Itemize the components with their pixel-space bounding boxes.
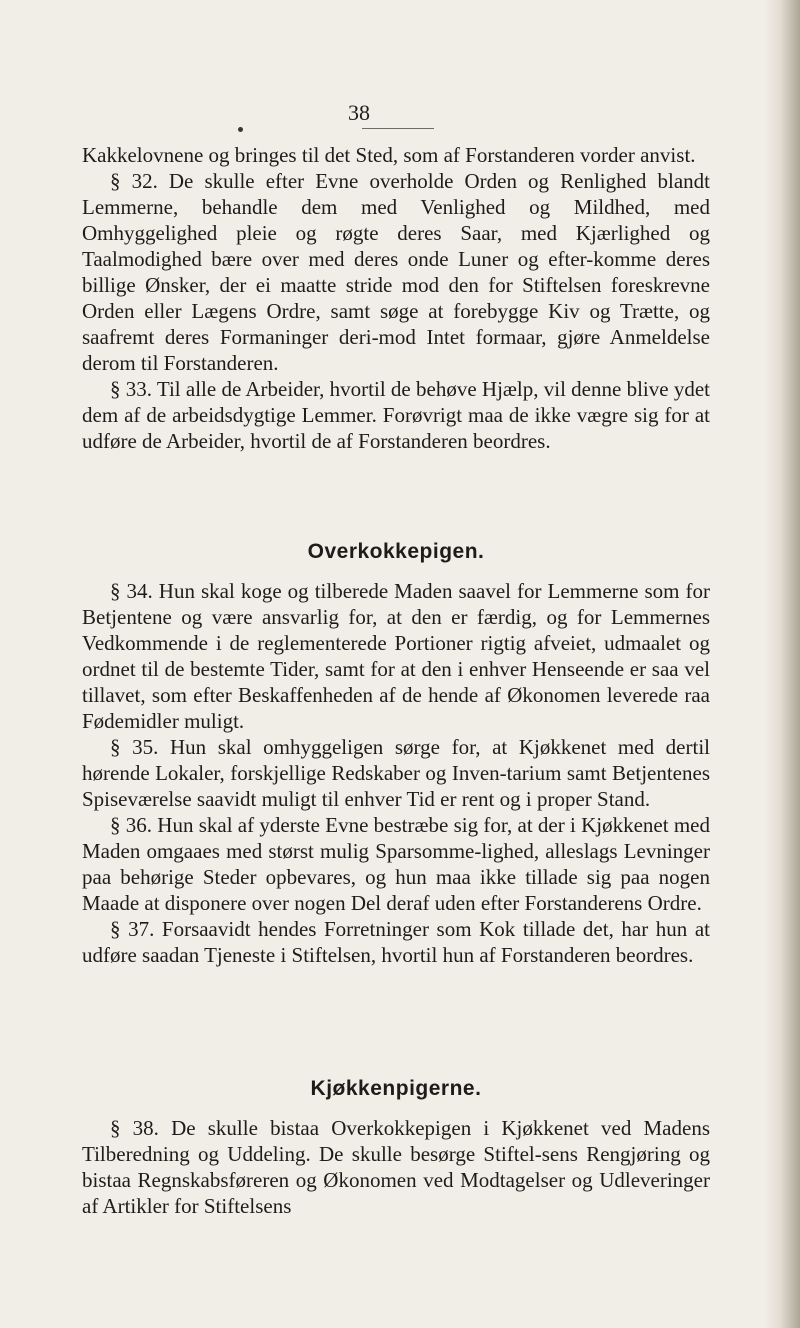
print-speck	[238, 127, 243, 132]
heading-overkokkepigen: Overkokkepigen.	[307, 540, 485, 563]
paragraph-section-35: § 35. Hun skal omhyggeligen sørge for, at Kjøkkenet med dertil hørende Lokaler, forskjellige Redskaber og Inven-tarium samt Betjentenes Spiseværelse saavidt muligt til enhver Tid er rent og i proper Stand.	[82, 735, 710, 811]
paragraph-section-32: § 32. De skulle efter Evne overholde Orden og Renlighed blandt Lemmerne, behandle dem med Venlighed og Mildhed, med Omhyggelighed pleie og røgte deres Saar, med Kjærlighed og Taalmodighed bære over med deres onde Luner og efter-komme deres billige Ønsker, der ei maatte stride mod den for Stiftelsen foreskrevne Orden eller Lægens Ordre, samt søge at forebygge Kiv og Trætte, og saafremt deres Formaninger deri-mod Intet formaar, gjøre Anmeldelse derom til Forstanderen.	[82, 169, 710, 375]
paragraph-continuation: Kakkelovnene og bringes til det Sted, som af Forstanderen vorder anvist.	[82, 143, 696, 167]
paragraph-section-38: § 38. De skulle bistaa Overkokkepigen i Kjøkkenet ved Madens Tilberedning og Uddeling. De skulle besørge Stiftel-sens Rengjøring og bistaa Regnskabsføreren og Økonomen ved Modtagelser og Udleveringer af Artikler for Stiftelsens	[82, 1116, 710, 1218]
text-block-top	[82, 142, 710, 454]
paragraph-section-37: § 37. Forsaavidt hendes Forretninger som Kok tillade det, har hun at udføre saadan Tjeneste i Stiftelsen, hvortil hun af Forstanderen beordres.	[82, 917, 710, 967]
text-block-bottom	[82, 1115, 710, 1219]
heading-kjokkenpigerne: Kjøkkenpigerne.	[310, 1077, 482, 1100]
paragraph-section-33: § 33. Til alle de Arbeider, hvortil de behøve Hjælp, vil denne blive ydet dem af de arbeidsdygtige Lemmer. Forøvrigt maa de ikke vægre sig for at udføre de Arbeider, hvortil de af Forstanderen beordres.	[82, 377, 710, 453]
paragraph-section-36: § 36. Hun skal af yderste Evne bestræbe sig for, at der i Kjøkkenet med Maden omgaaes med størst mulig Sparsomme-lighed, alleslags Levninger paa behørige Steder opbevares, og hun maa ikke tillade sig paa nogen Maade at disponere over nogen Del deraf uden efter Forstanderens Ordre.	[82, 813, 710, 915]
paragraph-section-34: § 34. Hun skal koge og tilberede Maden saavel for Lemmerne som for Betjentene og være ansvarlig for, at den er færdig, og for Lemmernes Vedkommende i de reglementerede Portioner rigtig afveiet, udmaalet og ordnet til de bestemte Tider, samt for at den i enhver Henseende er saa vel tillavet, som efter Beskaffenheden af de hende af Økonomen leverede raa Fødemidler muligt.	[82, 579, 710, 733]
page-edge-shadow	[764, 0, 800, 1328]
text-block-middle	[82, 578, 710, 968]
page-number: 38	[348, 100, 408, 126]
